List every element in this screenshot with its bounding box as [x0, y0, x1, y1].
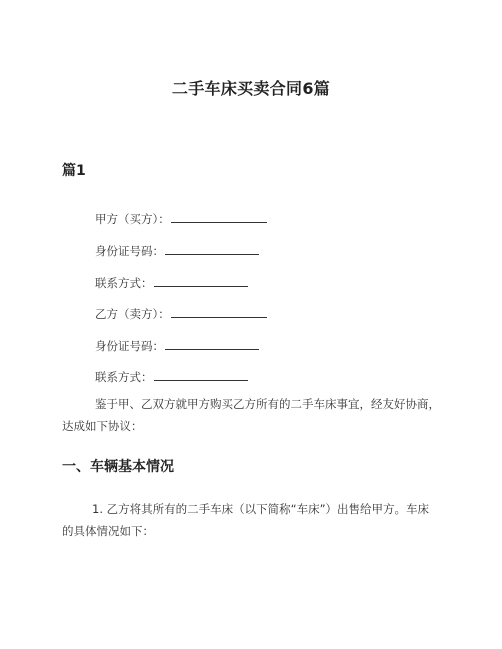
seller-party-blank — [171, 305, 267, 318]
seller-id-label: 身份证号码： — [95, 339, 164, 353]
buyer-id-label: 身份证号码： — [95, 244, 164, 258]
buyer-party-blank — [171, 210, 267, 223]
buyer-contact-field — [95, 274, 248, 291]
preamble-paragraph — [62, 393, 440, 437]
seller-id-field — [95, 337, 259, 354]
buyer-contact-label: 联系方式： — [95, 276, 153, 290]
clause-1-item-1-text: 1. 乙方将其所有的二手车床（以下简称“车床”）出售给甲方。车床的具体情况如下： — [62, 502, 430, 538]
seller-id-blank — [165, 337, 259, 350]
clause-1-item-1-paragraph — [62, 498, 440, 542]
buyer-party-label: 甲方（买方）： — [95, 212, 170, 226]
seller-party-field — [95, 305, 267, 322]
seller-contact-field — [95, 368, 248, 385]
seller-contact-label: 联系方式： — [95, 370, 153, 384]
clause-1-heading: 一、车辆基本情况 — [62, 459, 174, 475]
buyer-id-field — [95, 242, 259, 259]
preamble-text: 鉴于甲、乙双方就甲方购买乙方所有的二手车床事宜，经友好协商，达成如下协议： — [62, 397, 440, 433]
seller-party-label: 乙方（卖方）： — [95, 307, 170, 321]
document-title: 二手车床买卖合同6篇 — [171, 79, 331, 98]
buyer-contact-blank — [154, 274, 248, 287]
section-heading-1: 篇1 — [62, 163, 86, 179]
buyer-id-blank — [165, 242, 259, 255]
seller-contact-blank — [154, 368, 248, 381]
buyer-party-field — [95, 210, 267, 227]
